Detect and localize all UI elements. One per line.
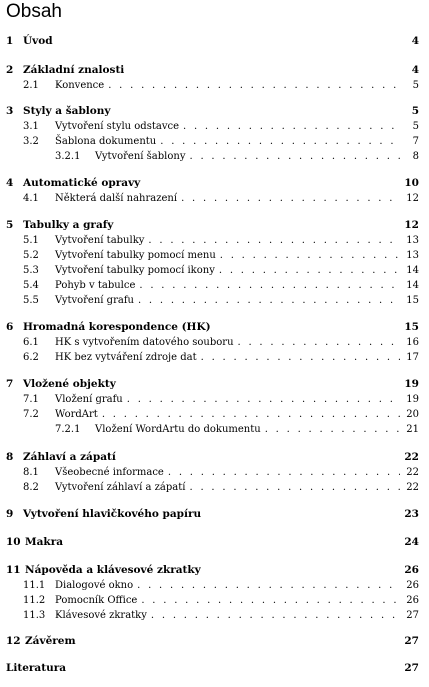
dot-leader — [141, 593, 400, 608]
entry-title: Základní znalosti — [23, 64, 125, 76]
entry-number: 11 — [6, 564, 21, 576]
entry-title: Záhlaví a zápatí — [23, 451, 116, 463]
toc-entry-section[interactable] — [6, 593, 419, 608]
entry-page: 8 — [412, 151, 419, 162]
entry-number: 7.2.1 — [55, 424, 81, 435]
entry-page: 5 — [412, 80, 419, 91]
entry-number: 5.4 — [23, 280, 39, 291]
entry-number: 5.1 — [23, 235, 39, 246]
entry-title: Automatické opravy — [23, 177, 141, 189]
entry-number: 5.5 — [23, 295, 39, 306]
dot-leader — [181, 191, 400, 206]
dot-leader — [151, 608, 400, 623]
toc-entry-section[interactable] — [6, 578, 419, 593]
entry-title: Tabulky a grafy — [23, 219, 114, 231]
toc-entry-chapter[interactable] — [6, 320, 419, 335]
entry-number: 2 — [6, 64, 14, 76]
entry-page: 13 — [406, 235, 419, 246]
entry-number: 7.2 — [23, 409, 39, 420]
entry-number: 2.1 — [23, 80, 39, 91]
entry-page: 4 — [411, 64, 419, 76]
entry-page: 15 — [404, 321, 419, 333]
dot-leader — [137, 578, 400, 593]
entry-title: Šablona dokumentu — [55, 136, 157, 147]
entry-page: 16 — [406, 337, 419, 348]
dot-leader — [168, 465, 400, 480]
toc-entry-chapter[interactable] — [6, 218, 419, 233]
entry-number: 12 — [6, 635, 21, 647]
entry-page: 22 — [404, 451, 419, 463]
entry-page: 19 — [406, 394, 419, 405]
toc-entry-section[interactable] — [6, 263, 419, 278]
toc-heading: Obsah — [6, 1, 62, 22]
entry-title: Vložení grafu — [55, 394, 123, 405]
entry-title: Literatura — [6, 662, 67, 674]
entry-title: Závěrem — [25, 635, 76, 647]
entry-number: 9 — [6, 508, 14, 520]
dot-leader — [183, 119, 401, 134]
entry-title: Styly a šablony — [23, 105, 111, 117]
entry-page: 24 — [404, 536, 419, 548]
entry-page: 26 — [406, 580, 419, 591]
entry-page: 17 — [406, 352, 419, 363]
entry-title: Všeobecné informace — [55, 467, 164, 478]
toc-entry-section[interactable] — [6, 480, 419, 495]
entry-number: 3 — [6, 105, 14, 117]
entry-number: 3.2 — [23, 136, 39, 147]
dot-leader — [108, 78, 401, 93]
toc-entry-section[interactable] — [6, 392, 419, 407]
entry-number: 7 — [6, 378, 14, 390]
toc-entry-chapter[interactable] — [6, 63, 419, 78]
entry-title: Vytvoření záhlaví a zápatí — [55, 482, 186, 493]
entry-title: Vložené objekty — [23, 378, 116, 390]
toc-entry-chapter[interactable] — [6, 104, 419, 119]
entry-page: 21 — [406, 424, 419, 435]
dot-leader — [148, 233, 400, 248]
entry-number: 4.1 — [23, 193, 39, 204]
toc-entry-section[interactable] — [6, 78, 419, 93]
dot-leader — [219, 263, 400, 278]
toc-entry-chapter[interactable] — [6, 563, 419, 578]
entry-page: 5 — [412, 121, 419, 132]
toc-entry-section[interactable] — [6, 191, 419, 206]
entry-number: 4 — [6, 177, 14, 189]
entry-page: 12 — [406, 193, 419, 204]
entry-page: 26 — [404, 564, 419, 576]
entry-title: Hromadná korespondence (HK) — [23, 321, 211, 333]
entry-title: Vytvoření grafu — [55, 295, 134, 306]
entry-number: 3.2.1 — [55, 151, 81, 162]
entry-number: 5 — [6, 219, 14, 231]
entry-title: Konvence — [55, 80, 105, 91]
entry-title: Vložení WordArtu do dokumentu — [95, 424, 261, 435]
dot-leader — [160, 134, 401, 149]
dot-leader — [201, 350, 401, 365]
entry-page: 27 — [404, 635, 419, 647]
toc-entry-section[interactable] — [6, 248, 419, 263]
toc-entry-chapter[interactable] — [6, 34, 419, 49]
toc-entry-section[interactable] — [6, 350, 419, 365]
entry-number: 6 — [6, 321, 14, 333]
entry-title: Vytvoření tabulky pomocí ikony — [55, 265, 215, 276]
entry-title: Klávesové zkratky — [55, 610, 147, 621]
entry-number: 11.3 — [23, 610, 46, 621]
entry-title: WordArt — [55, 409, 98, 420]
entry-number: 5.2 — [23, 250, 39, 261]
entry-number: 1 — [6, 35, 14, 47]
dot-leader — [102, 407, 400, 422]
entry-page: 15 — [406, 295, 419, 306]
entry-title: Vytvoření šablony — [95, 151, 186, 162]
entry-title: Vytvoření hlavičkového papíru — [23, 508, 202, 520]
toc-entry-chapter[interactable] — [6, 450, 419, 465]
toc-entry-subsection[interactable] — [6, 149, 419, 164]
entry-number: 8.2 — [23, 482, 39, 493]
entry-title: Vytvoření tabulky pomocí menu — [55, 250, 216, 261]
entry-number: 11.2 — [23, 595, 46, 606]
entry-page: 23 — [404, 508, 419, 520]
toc-entry-section[interactable] — [6, 293, 419, 308]
dot-leader — [189, 149, 401, 164]
toc-entry-chapter[interactable] — [6, 176, 419, 191]
dot-leader — [127, 392, 401, 407]
toc-entry-section[interactable] — [6, 119, 419, 134]
dot-leader — [265, 422, 401, 437]
entry-page: 19 — [404, 378, 419, 390]
entry-page: 14 — [406, 265, 419, 276]
entry-page: 14 — [406, 280, 419, 291]
entry-number: 11.1 — [23, 580, 46, 591]
entry-page: 12 — [404, 219, 419, 231]
dot-leader — [220, 248, 401, 263]
entry-title: HK bez vytváření zdroje dat — [55, 352, 197, 363]
entry-page: 20 — [406, 409, 419, 420]
entry-title: Makra — [25, 536, 64, 548]
toc-entry-section[interactable] — [6, 608, 419, 623]
dot-leader — [138, 293, 400, 308]
entry-page: 4 — [411, 35, 419, 47]
entry-title: Pohyb v tabulce — [55, 280, 136, 291]
entry-title: Některá další nahrazení — [55, 193, 178, 204]
entry-page: 22 — [406, 482, 419, 493]
toc-entry-chapter[interactable] — [6, 507, 419, 522]
entry-title: Dialogové okno — [55, 580, 134, 591]
entry-page: 27 — [404, 662, 419, 674]
entry-title: HK s vytvořením datového souboru — [55, 337, 234, 348]
toc-entry-section[interactable] — [6, 233, 419, 248]
entry-page: 26 — [406, 595, 419, 606]
entry-page: 5 — [411, 105, 419, 117]
entry-number: 8 — [6, 451, 14, 463]
toc-entry-chapter[interactable] — [6, 377, 419, 392]
toc-entry-section[interactable] — [6, 134, 419, 149]
entry-number: 6.1 — [23, 337, 39, 348]
toc-entry-section[interactable] — [6, 465, 419, 480]
entry-title: Vytvoření stylu odstavce — [55, 121, 179, 132]
toc-entry-references[interactable] — [6, 661, 419, 676]
entry-number: 3.1 — [23, 121, 39, 132]
entry-number: 5.3 — [23, 265, 39, 276]
toc-entry-section[interactable] — [6, 278, 419, 293]
entry-page: 13 — [406, 250, 419, 261]
entry-title: Nápověda a klávesové zkratky — [25, 564, 201, 576]
entry-title: Vytvoření tabulky — [55, 235, 145, 246]
entry-page: 7 — [412, 136, 419, 147]
toc-entry-section[interactable] — [6, 407, 419, 422]
toc-entry-chapter[interactable] — [6, 634, 419, 649]
entry-number: 8.1 — [23, 467, 39, 478]
entry-number: 6.2 — [23, 352, 39, 363]
entry-page: 22 — [406, 467, 419, 478]
entry-title: Úvod — [23, 35, 53, 47]
toc-entry-section[interactable] — [6, 335, 419, 350]
entry-page: 10 — [404, 177, 419, 189]
dot-leader — [189, 480, 400, 495]
entry-number: 7.1 — [23, 394, 39, 405]
toc-entry-chapter[interactable] — [6, 535, 419, 550]
entry-page: 27 — [406, 610, 419, 621]
dot-leader — [238, 335, 401, 350]
entry-title: Pomocník Office — [55, 595, 138, 606]
entry-number: 10 — [6, 536, 21, 548]
toc-entry-subsection[interactable] — [6, 422, 419, 437]
dot-leader — [139, 278, 400, 293]
